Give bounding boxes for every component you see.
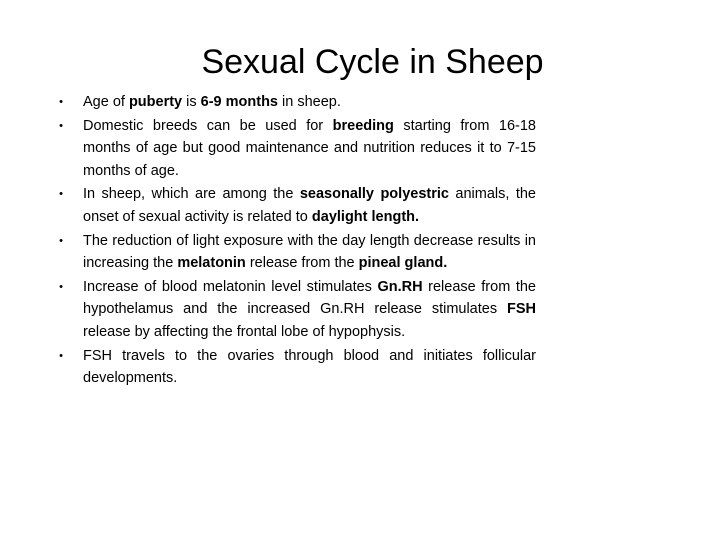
bold-term: pineal gland. [358,255,448,272]
bullet-text [83,186,536,225]
bullet-text [83,279,536,340]
bullet-dot-icon: • [59,280,63,293]
text-run: is [182,94,201,110]
text-run: animals, the onset of sexual activity is related to [83,186,536,225]
slide-title: Sexual Cycle in Sheep [201,43,544,81]
bullet-text [83,94,341,110]
text-run: FSH travels to the ovaries through blood and initiates follicular developments. [83,347,536,387]
bullet-list [56,91,536,391]
bold-term: puberty [128,94,183,110]
bullet-item [56,183,536,228]
bullet-text [83,348,536,387]
bullet-dot-icon: • [59,119,63,132]
bold-term: seasonally polyestric [299,186,449,203]
bold-term: melatonin [177,255,246,272]
text-run: starting from 16-18 months of age but good maintenance and nutrition reduces it to 7-15 months of age. [83,117,536,179]
text-run: Domestic breeds can be used for [83,117,333,134]
bullet-item [56,115,536,183]
bold-term: breeding [332,117,394,134]
text-run: In sheep, which are among the [83,186,300,203]
bullet-item [56,345,536,390]
bold-term: Gn.RH [377,278,423,295]
bullet-dot-icon: • [59,349,63,362]
bullet-dot-icon: • [59,188,63,201]
bullet-item [56,230,536,275]
text-run: Age of [83,94,129,110]
text-run: release from the [245,255,359,272]
bold-term: daylight length. [311,208,420,225]
bullet-text [83,118,536,179]
bullet-item [56,91,536,114]
text-run: release by affecting the frontal lobe of hypophysis. [83,323,406,340]
bold-term: 6-9 months [200,94,278,110]
bullet-dot-icon: • [59,96,63,108]
text-run: Increase of blood melatonin level stimulates [83,278,378,295]
bullet-dot-icon: • [59,234,63,247]
text-run: The reduction of light exposure with the day length decrease results in increasing the [83,232,536,272]
bullet-text [83,233,536,272]
text-run: in sheep. [278,94,341,110]
bullet-item [56,276,536,344]
text-run: release from the hypothelamus and the increased Gn.RH release stimulates [83,278,536,318]
bold-term: FSH [507,301,536,318]
